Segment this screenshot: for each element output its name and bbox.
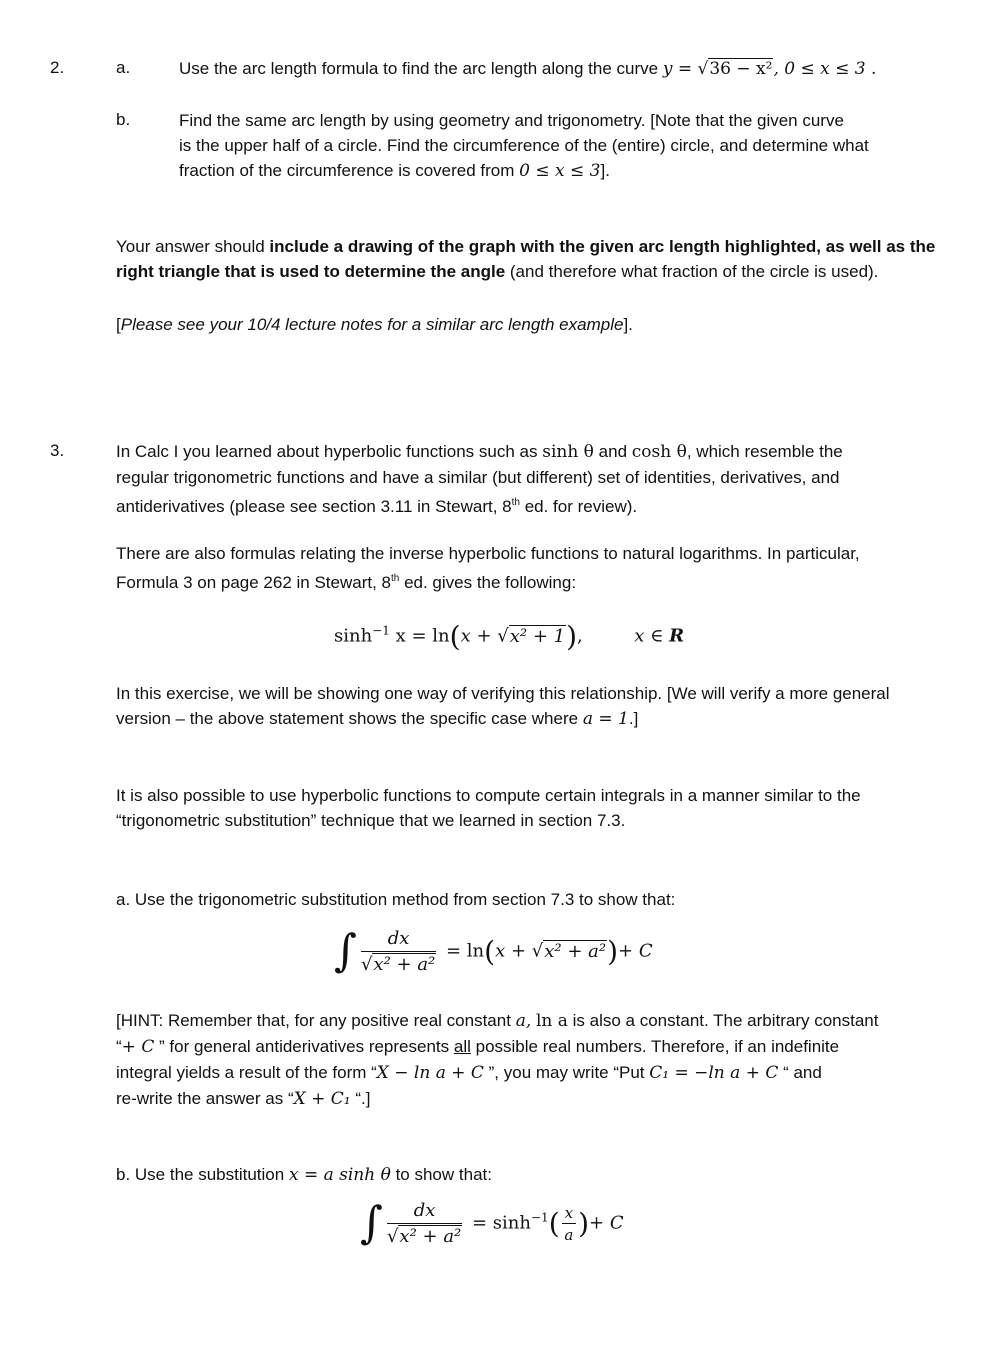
- hyp-line: It is also possible to use hyperbolic functions to compute certain integrals in a manner similar to the: [116, 786, 861, 805]
- problem-3b-prefix: b. Use the substitution: [116, 1165, 285, 1184]
- eq1-domain: x ∈: [634, 625, 670, 647]
- eqb-exponent: −1: [530, 1210, 549, 1225]
- verify-paragraph: [116, 681, 966, 732]
- equation-part-b: [360, 1197, 624, 1249]
- equation-part-a: ∫ $\frac{dx}{\text{√x² + a²}}$ = ln(x + √x² + a²)+ C: [334, 925, 653, 977]
- problem-2a-text: [179, 56, 876, 82]
- verify-a-eq-1: a = 1: [582, 709, 629, 729]
- hyperbolic-paragraph: [116, 783, 956, 833]
- answer-bold-1: include a drawing of the graph with the given arc length highlighted, as well as the: [269, 237, 936, 256]
- hint-a: a,: [515, 1011, 532, 1031]
- superscript-th: th: [391, 573, 400, 584]
- formula-line: There are also formulas relating the inverse hyperbolic functions to natural logarithms. In particular,: [116, 544, 860, 563]
- hyp-line: “trigonometric substitution” technique that we learned in section 7.3.: [116, 811, 626, 830]
- eqa-lparen: (: [484, 935, 496, 968]
- superscript-th: th: [511, 497, 520, 508]
- hint-plus-c: + C: [121, 1037, 155, 1057]
- eqa-denominator: √x² + a²: [360, 954, 436, 975]
- lecture-note-text: Please see your 10/4 lecture notes for a similar arc length example: [120, 315, 624, 334]
- eqa-x: x +: [495, 940, 532, 962]
- sinh-theta: sinh θ: [542, 442, 594, 462]
- problem-2b-line3-end: ].: [600, 161, 610, 180]
- hint-text: re-write the answer as “: [116, 1089, 294, 1108]
- lecture-note: [116, 312, 633, 337]
- eq1-sinh: sinh: [334, 625, 373, 647]
- formula-paragraph: [116, 541, 956, 595]
- problem-2a-radicand: 36 − x²: [709, 59, 773, 79]
- problem-3-intro: [116, 439, 956, 519]
- intro-line: [116, 490, 956, 519]
- hint-text: integral yields a result of the form “: [116, 1063, 377, 1082]
- hint-all: all: [453, 1037, 471, 1056]
- eqa-rparen: ): [607, 935, 619, 968]
- hint-paragraph: [116, 1008, 966, 1112]
- problem-2b-label: b.: [116, 110, 131, 129]
- eqb-x-over-a: [562, 1204, 576, 1244]
- eqa-fraction: [361, 928, 436, 975]
- problem-3b-text: [116, 1162, 492, 1188]
- lecture-note-close: ].: [623, 315, 633, 334]
- hint-form: X − ln a + C: [376, 1063, 484, 1083]
- eq1-ln: x = ln: [389, 625, 450, 647]
- hint-text: [HINT: Remember that, for any positive real constant: [116, 1011, 511, 1030]
- eqb-fraction: [387, 1200, 462, 1247]
- eq1-exponent: −1: [372, 623, 390, 638]
- hint-line: [116, 1034, 966, 1060]
- hint-c1: C₁ = −ln a + C: [649, 1063, 779, 1083]
- intro-line: [116, 439, 956, 465]
- eqb-numerator: dx: [387, 1200, 462, 1224]
- equation-arcsinh: $\sinh^{-1} x = \ln(x + √x^2 + 1)$, x ∈ R: [334, 620, 685, 653]
- integral-sign: ∫: [334, 925, 357, 977]
- intro-and: and: [598, 442, 628, 461]
- problem-3a-text: a. Use the trigonometric substitution method from section 7.3 to show that:: [116, 890, 676, 909]
- problem-2a-curve: y = √: [662, 59, 709, 79]
- formula-text-end: ed. gives the following:: [399, 573, 577, 592]
- problem-2a-domain: , 0 ≤ x ≤ 3 .: [773, 59, 877, 79]
- eq1-lparen: (: [449, 620, 461, 653]
- eqb-x: x: [562, 1204, 576, 1224]
- hint-text-end: possible real numbers. Therefore, if an indefinite: [470, 1037, 840, 1056]
- intro-text: In Calc I you learned about hyperbolic functions such as: [116, 442, 538, 461]
- hint-text-end: is also a constant. The arbitrary constant: [572, 1011, 879, 1030]
- answer-bold-2: right triangle that is used to determine the angle: [116, 262, 506, 281]
- problem-2-number: 2.: [50, 58, 65, 77]
- eqa-radicand: x² + a²: [544, 940, 607, 962]
- hint-line: [116, 1008, 966, 1034]
- answer-prefix: Your answer should: [116, 237, 270, 256]
- problem-2b-line: Find the same arc length by using geometry and trigonometry. [Note that the given curve: [179, 111, 844, 130]
- verify-end: .]: [628, 709, 639, 728]
- hint-quote: “: [116, 1037, 122, 1056]
- eq1-reals: R: [669, 625, 685, 647]
- eq1-x: x +: [460, 625, 498, 647]
- eqb-den-radicand: x² + a²: [399, 1226, 462, 1247]
- eqb-lparen: (: [548, 1207, 560, 1240]
- integral-sign: ∫: [360, 1197, 383, 1249]
- intro-line: regular trigonometric functions and have a similar (but different) set of identities, derivatives, and: [116, 468, 840, 487]
- eqb-a: a: [564, 1225, 574, 1244]
- eqb-sinh: = sinh: [472, 1212, 531, 1234]
- eqb-rparen: ): [578, 1207, 590, 1240]
- eqa-ln: = ln: [446, 940, 485, 962]
- verify-line: In this exercise, we will be showing one way of verifying this relationship. [We will verify a more general: [116, 684, 890, 703]
- eq1-rparen: ): [566, 620, 578, 653]
- intro-text-end: , which resemble the: [686, 442, 843, 461]
- formula-line: [116, 566, 956, 595]
- hint-x-plus-c1: X + C₁: [293, 1089, 351, 1109]
- problem-3b-suffix: to show that:: [395, 1165, 492, 1184]
- verify-text: version – the above statement shows the specific case where: [116, 709, 579, 728]
- problem-2b-line: [179, 158, 939, 184]
- problem-2b-range: 0 ≤ x ≤ 3: [519, 161, 601, 181]
- formula-text: Formula 3 on page 262 in Stewart, 8: [116, 573, 391, 592]
- hint-line: [116, 1060, 966, 1086]
- hint-line: [116, 1086, 966, 1112]
- eqa-constant: + C: [618, 940, 653, 962]
- hint-text-end: “ and: [778, 1063, 822, 1082]
- problem-3b-substitution: x = a sinh θ: [288, 1165, 391, 1185]
- hint-ln-a: ln a: [535, 1011, 568, 1031]
- eqa-den-radicand: x² + a²: [373, 954, 436, 975]
- eqb-constant: + C: [589, 1212, 624, 1234]
- problem-2b-line3-text: fraction of the circumference is covered from: [179, 161, 515, 180]
- problem-2a-sentence: Use the arc length formula to find the arc length along the curve: [179, 59, 659, 78]
- problem-3-number: 3.: [50, 441, 65, 460]
- problem-2a-label: a.: [116, 58, 131, 77]
- eqb-denominator: √x² + a²: [386, 1226, 462, 1247]
- cosh-theta: cosh θ: [631, 442, 687, 462]
- verify-line: [116, 706, 966, 732]
- problem-2b-line: is the upper half of a circle. Find the circumference of the (entire) circle, and determine what: [179, 136, 869, 155]
- eqa-numerator: dx: [361, 928, 436, 952]
- problem-2b-text: [179, 108, 939, 184]
- intro-text-end: ed. for review).: [519, 497, 638, 516]
- hint-text: ”, you may write “Put: [483, 1063, 650, 1082]
- intro-text: antiderivatives (please see section 3.11 in Stewart, 8: [116, 497, 512, 516]
- lecture-note-open: [: [116, 315, 121, 334]
- answer-rest: (and therefore what fraction of the circle is used).: [505, 262, 879, 281]
- answer-instructions: [116, 234, 956, 284]
- eq1-comma: ,: [577, 625, 583, 647]
- eq1-radicand: x² + 1: [509, 625, 566, 647]
- hint-text-end: “.]: [350, 1089, 371, 1108]
- hint-text: ” for general antiderivatives represents: [154, 1037, 454, 1056]
